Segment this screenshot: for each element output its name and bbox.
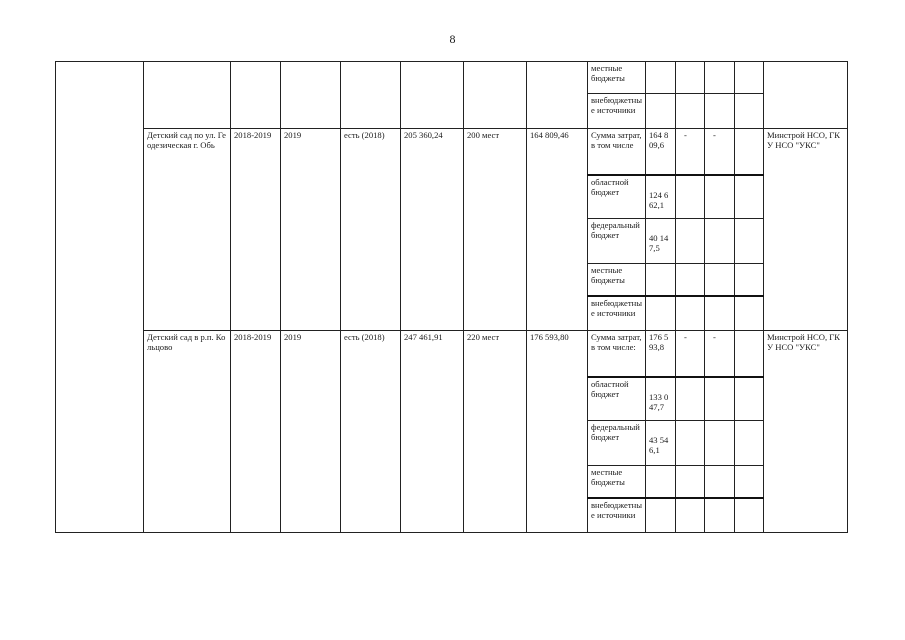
project-executor: Минстрой НСО, ГКУ НСО "УКС" bbox=[764, 331, 848, 533]
empty-cell bbox=[231, 62, 281, 129]
funding-source: Сумма затрат, в том числе: bbox=[588, 331, 646, 377]
project-year: 2019 bbox=[281, 331, 341, 533]
empty-cell bbox=[735, 331, 764, 377]
empty-cell bbox=[735, 296, 764, 331]
funding-col2 bbox=[676, 421, 705, 466]
empty-cell-col1 bbox=[56, 62, 144, 533]
project-name: Детский сад в р.п. Кольцово bbox=[144, 331, 231, 533]
project-period: 2018-2019 bbox=[231, 331, 281, 533]
empty-cell bbox=[735, 498, 764, 533]
empty-cell bbox=[705, 94, 735, 129]
empty-cell bbox=[464, 62, 527, 129]
empty-cell bbox=[735, 377, 764, 421]
funding-amount bbox=[646, 466, 676, 498]
empty-cell bbox=[735, 466, 764, 498]
project-executor: Минстрой НСО, ГКУ НСО "УКС" bbox=[764, 129, 848, 331]
remaining-cost: 164 809,46 bbox=[527, 129, 588, 331]
funding-source: местные бюджеты bbox=[588, 466, 646, 498]
empty-cell bbox=[646, 94, 676, 129]
funding-amount: 164 809,6 bbox=[646, 129, 676, 175]
capacity: 220 мест bbox=[464, 331, 527, 533]
table-body bbox=[56, 62, 848, 533]
capacity: 200 мест bbox=[464, 129, 527, 331]
funding-amount bbox=[646, 264, 676, 296]
funding-col2 bbox=[676, 175, 705, 219]
empty-cell bbox=[735, 129, 764, 175]
project-period: 2018-2019 bbox=[231, 129, 281, 331]
funding-col3 bbox=[705, 264, 735, 296]
funding-source: местные бюджеты bbox=[588, 264, 646, 296]
design-documentation: есть (2018) bbox=[341, 331, 401, 533]
empty-cell bbox=[735, 264, 764, 296]
funding-source: федеральный бюджет bbox=[588, 219, 646, 264]
design-documentation: есть (2018) bbox=[341, 129, 401, 331]
empty-cell bbox=[735, 94, 764, 129]
empty-cell bbox=[735, 219, 764, 264]
funding-col3 bbox=[705, 466, 735, 498]
funding-col2: - bbox=[676, 129, 705, 175]
empty-cell bbox=[281, 62, 341, 129]
empty-cell bbox=[735, 175, 764, 219]
funding-source: внебюджетные источники bbox=[588, 94, 646, 129]
investment-table bbox=[55, 61, 848, 533]
funding-amount: 43 546,1 bbox=[646, 421, 676, 466]
funding-amount: 133 047,7 bbox=[646, 377, 676, 421]
funding-col3: - bbox=[705, 331, 735, 377]
funding-amount: 40 147,5 bbox=[646, 219, 676, 264]
funding-col2 bbox=[676, 296, 705, 331]
empty-cell bbox=[735, 62, 764, 94]
funding-col3 bbox=[705, 421, 735, 466]
empty-cell bbox=[676, 94, 705, 129]
remaining-cost: 176 593,80 bbox=[527, 331, 588, 533]
empty-cell bbox=[705, 62, 735, 94]
empty-cell bbox=[144, 62, 231, 129]
funding-source: внебюджетные источники bbox=[588, 498, 646, 533]
empty-cell bbox=[646, 62, 676, 94]
empty-cell bbox=[764, 62, 848, 129]
funding-amount bbox=[646, 296, 676, 331]
funding-amount: 176 593,8 bbox=[646, 331, 676, 377]
funding-col3 bbox=[705, 219, 735, 264]
estimated-cost: 205 360,24 bbox=[401, 129, 464, 331]
empty-cell bbox=[676, 62, 705, 94]
funding-col3 bbox=[705, 498, 735, 533]
funding-source: областной бюджет bbox=[588, 377, 646, 421]
funding-amount bbox=[646, 498, 676, 533]
funding-source: местные бюджеты bbox=[588, 62, 646, 94]
funding-col2 bbox=[676, 377, 705, 421]
empty-cell bbox=[735, 421, 764, 466]
funding-col3: - bbox=[705, 129, 735, 175]
funding-col3 bbox=[705, 296, 735, 331]
funding-col2 bbox=[676, 264, 705, 296]
funding-col2: - bbox=[676, 331, 705, 377]
funding-col2 bbox=[676, 466, 705, 498]
table-row bbox=[56, 331, 848, 377]
table-row bbox=[56, 62, 848, 94]
table-row bbox=[56, 129, 848, 175]
page-number: 8 bbox=[449, 32, 456, 46]
estimated-cost: 247 461,91 bbox=[401, 331, 464, 533]
empty-cell bbox=[401, 62, 464, 129]
funding-source: областной бюджет bbox=[588, 175, 646, 219]
funding-source: внебюджетные источники bbox=[588, 296, 646, 331]
funding-source: федеральный бюджет bbox=[588, 421, 646, 466]
project-name: Детский сад по ул. Геодезическая г. Обь bbox=[144, 129, 231, 331]
funding-amount: 124 662,1 bbox=[646, 175, 676, 219]
empty-cell bbox=[341, 62, 401, 129]
funding-source: Сумма затрат, в том числе bbox=[588, 129, 646, 175]
empty-cell bbox=[527, 62, 588, 129]
funding-col3 bbox=[705, 377, 735, 421]
funding-col2 bbox=[676, 219, 705, 264]
funding-col2 bbox=[676, 498, 705, 533]
funding-col3 bbox=[705, 175, 735, 219]
project-year: 2019 bbox=[281, 129, 341, 331]
